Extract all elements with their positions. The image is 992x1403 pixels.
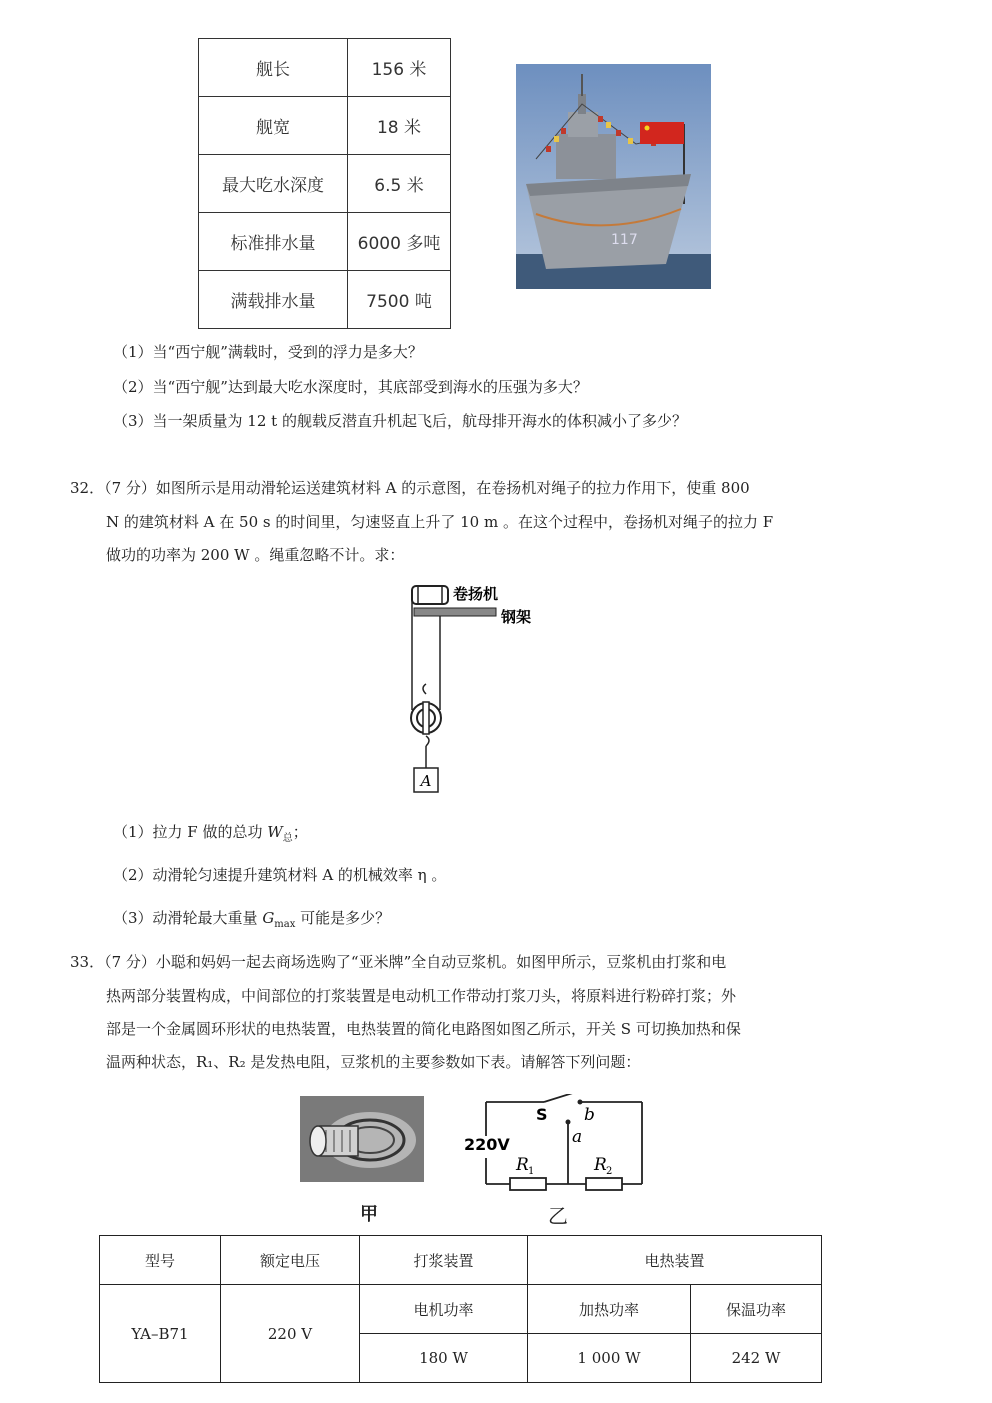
circuit-voltage: 220V: [464, 1135, 510, 1154]
q33-line2: 热两部分装置构成，中间部位的打浆装置是电动机工作带动打浆刀头，将原料进行粉碎打浆；外: [106, 987, 737, 1005]
table-cell: 156 米: [348, 39, 451, 97]
warship-photo: [516, 64, 711, 289]
table-row: [199, 213, 451, 271]
q32-sub3-symbol: G: [262, 909, 275, 927]
q32-sub2: （2）动滑轮匀速提升建筑材料 A 的机械效率 η 。: [113, 866, 447, 884]
q32-sub1-end: ；: [292, 823, 308, 841]
switch-blade: [544, 1094, 576, 1102]
q32-sub1-symbol: W: [267, 823, 283, 841]
table-cell: 满载排水量: [199, 271, 348, 329]
circuit-switch-label: S: [536, 1105, 548, 1124]
table-cell: 220 V: [221, 1285, 360, 1383]
table-cell: YA–B71: [100, 1285, 221, 1383]
table-row: [199, 271, 451, 329]
q32-sub1-text: （1）拉力 F 做的总功: [113, 823, 268, 841]
table-header: 电热装置: [528, 1236, 822, 1285]
table-row: [100, 1285, 822, 1334]
load-label: A: [420, 772, 432, 790]
table-header: 型号: [100, 1236, 221, 1285]
ship-spec-table: [198, 38, 451, 329]
table-cell: 舰宽: [199, 97, 348, 155]
q31-sub1: （1）当“西宁舰”满载时，受到的浮力是多大？: [113, 343, 423, 361]
table-header: 打浆装置: [360, 1236, 528, 1285]
frame-label: 钢架: [501, 608, 532, 626]
table-header: 额定电压: [221, 1236, 360, 1285]
table-header: 电机功率: [360, 1285, 528, 1334]
table-cell: 6000 多吨: [348, 213, 451, 271]
figure-yi-caption: 乙: [548, 1204, 568, 1228]
table-header: 加热功率: [528, 1285, 691, 1334]
table-cell: 242 W: [691, 1334, 822, 1383]
hull-number: 117: [611, 232, 638, 248]
q32-sub1-subscript: 总: [282, 833, 293, 844]
q32-sub3-end: 可能是多少？: [295, 909, 391, 927]
resistor-r2: [586, 1178, 622, 1190]
circuit-diagram: [460, 1094, 650, 1194]
table-cell: 标准排水量: [199, 213, 348, 271]
table-header: 保温功率: [691, 1285, 822, 1334]
q31-sub2: （2）当“西宁舰”达到最大吃水深度时，其底部受到海水的压强为多大？: [113, 378, 588, 396]
r1-label: R: [516, 1155, 529, 1175]
circuit-point-b: b: [584, 1105, 595, 1125]
table-row: [100, 1236, 822, 1285]
table-cell: 舰长: [199, 39, 348, 97]
soymilk-machine-photo: [300, 1096, 424, 1182]
table-row: [199, 97, 451, 155]
q32-line3: 做功的功率为 200 W 。绳重忽略不计。求：: [106, 546, 405, 564]
winch-label: 卷扬机: [453, 585, 499, 603]
table-cell: 6.5 米: [348, 155, 451, 213]
pulley-diagram: [400, 580, 550, 798]
table-cell: 180 W: [360, 1334, 528, 1383]
resistor-r1: [510, 1178, 546, 1190]
q32-sub1: [113, 822, 308, 849]
table-row: [199, 39, 451, 97]
q32-sub3: [113, 908, 390, 935]
q33-line4: 温两种状态，R₁、R₂ 是发热电阻，豆浆机的主要参数如下表。请解答下列问题：: [106, 1053, 641, 1071]
q31-sub3: （3）当一架质量为 12 t 的舰载反潜直升机起飞后，航母排开海水的体积减小了多少？: [113, 412, 687, 430]
r2-label: R: [594, 1155, 607, 1175]
r1-subscript: 1: [528, 1166, 535, 1177]
steel-frame: [414, 608, 496, 616]
figure-jia-caption: 甲: [360, 1204, 378, 1225]
q33-line1: 33．（7 分）小聪和妈妈一起去商场选购了“亚米牌”全自动豆浆机。如图甲所示，豆浆机由打浆和电: [70, 953, 727, 971]
q32-line2: N 的建筑材料 A 在 50 s 的时间里，匀速竖直上升了 10 m 。在这个过程中，卷扬机对绳子的拉力 F: [106, 513, 774, 531]
q32-line1: 32．（7 分）如图所示是用动滑轮运送建筑材料 A 的示意图，在卷扬机对绳子的拉力作用下，使重 800: [70, 479, 750, 497]
table-cell: 1 000 W: [528, 1334, 691, 1383]
q33-line3: 部是一个金属圆环形状的电热装置，电热装置的简化电路图如图乙所示，开关 S 可切换加热和保: [106, 1020, 741, 1038]
q32-sub3-subscript: max: [274, 919, 296, 930]
table-cell: 最大吃水深度: [199, 155, 348, 213]
q32-sub3-text: （3）动滑轮最大重量: [113, 909, 263, 927]
soymilk-spec-table: [99, 1235, 822, 1383]
r2-subscript: 2: [606, 1166, 613, 1177]
circuit-point-a: a: [572, 1127, 583, 1147]
table-cell: 18 米: [348, 97, 451, 155]
table-cell: 7500 吨: [348, 271, 451, 329]
table-row: [199, 155, 451, 213]
